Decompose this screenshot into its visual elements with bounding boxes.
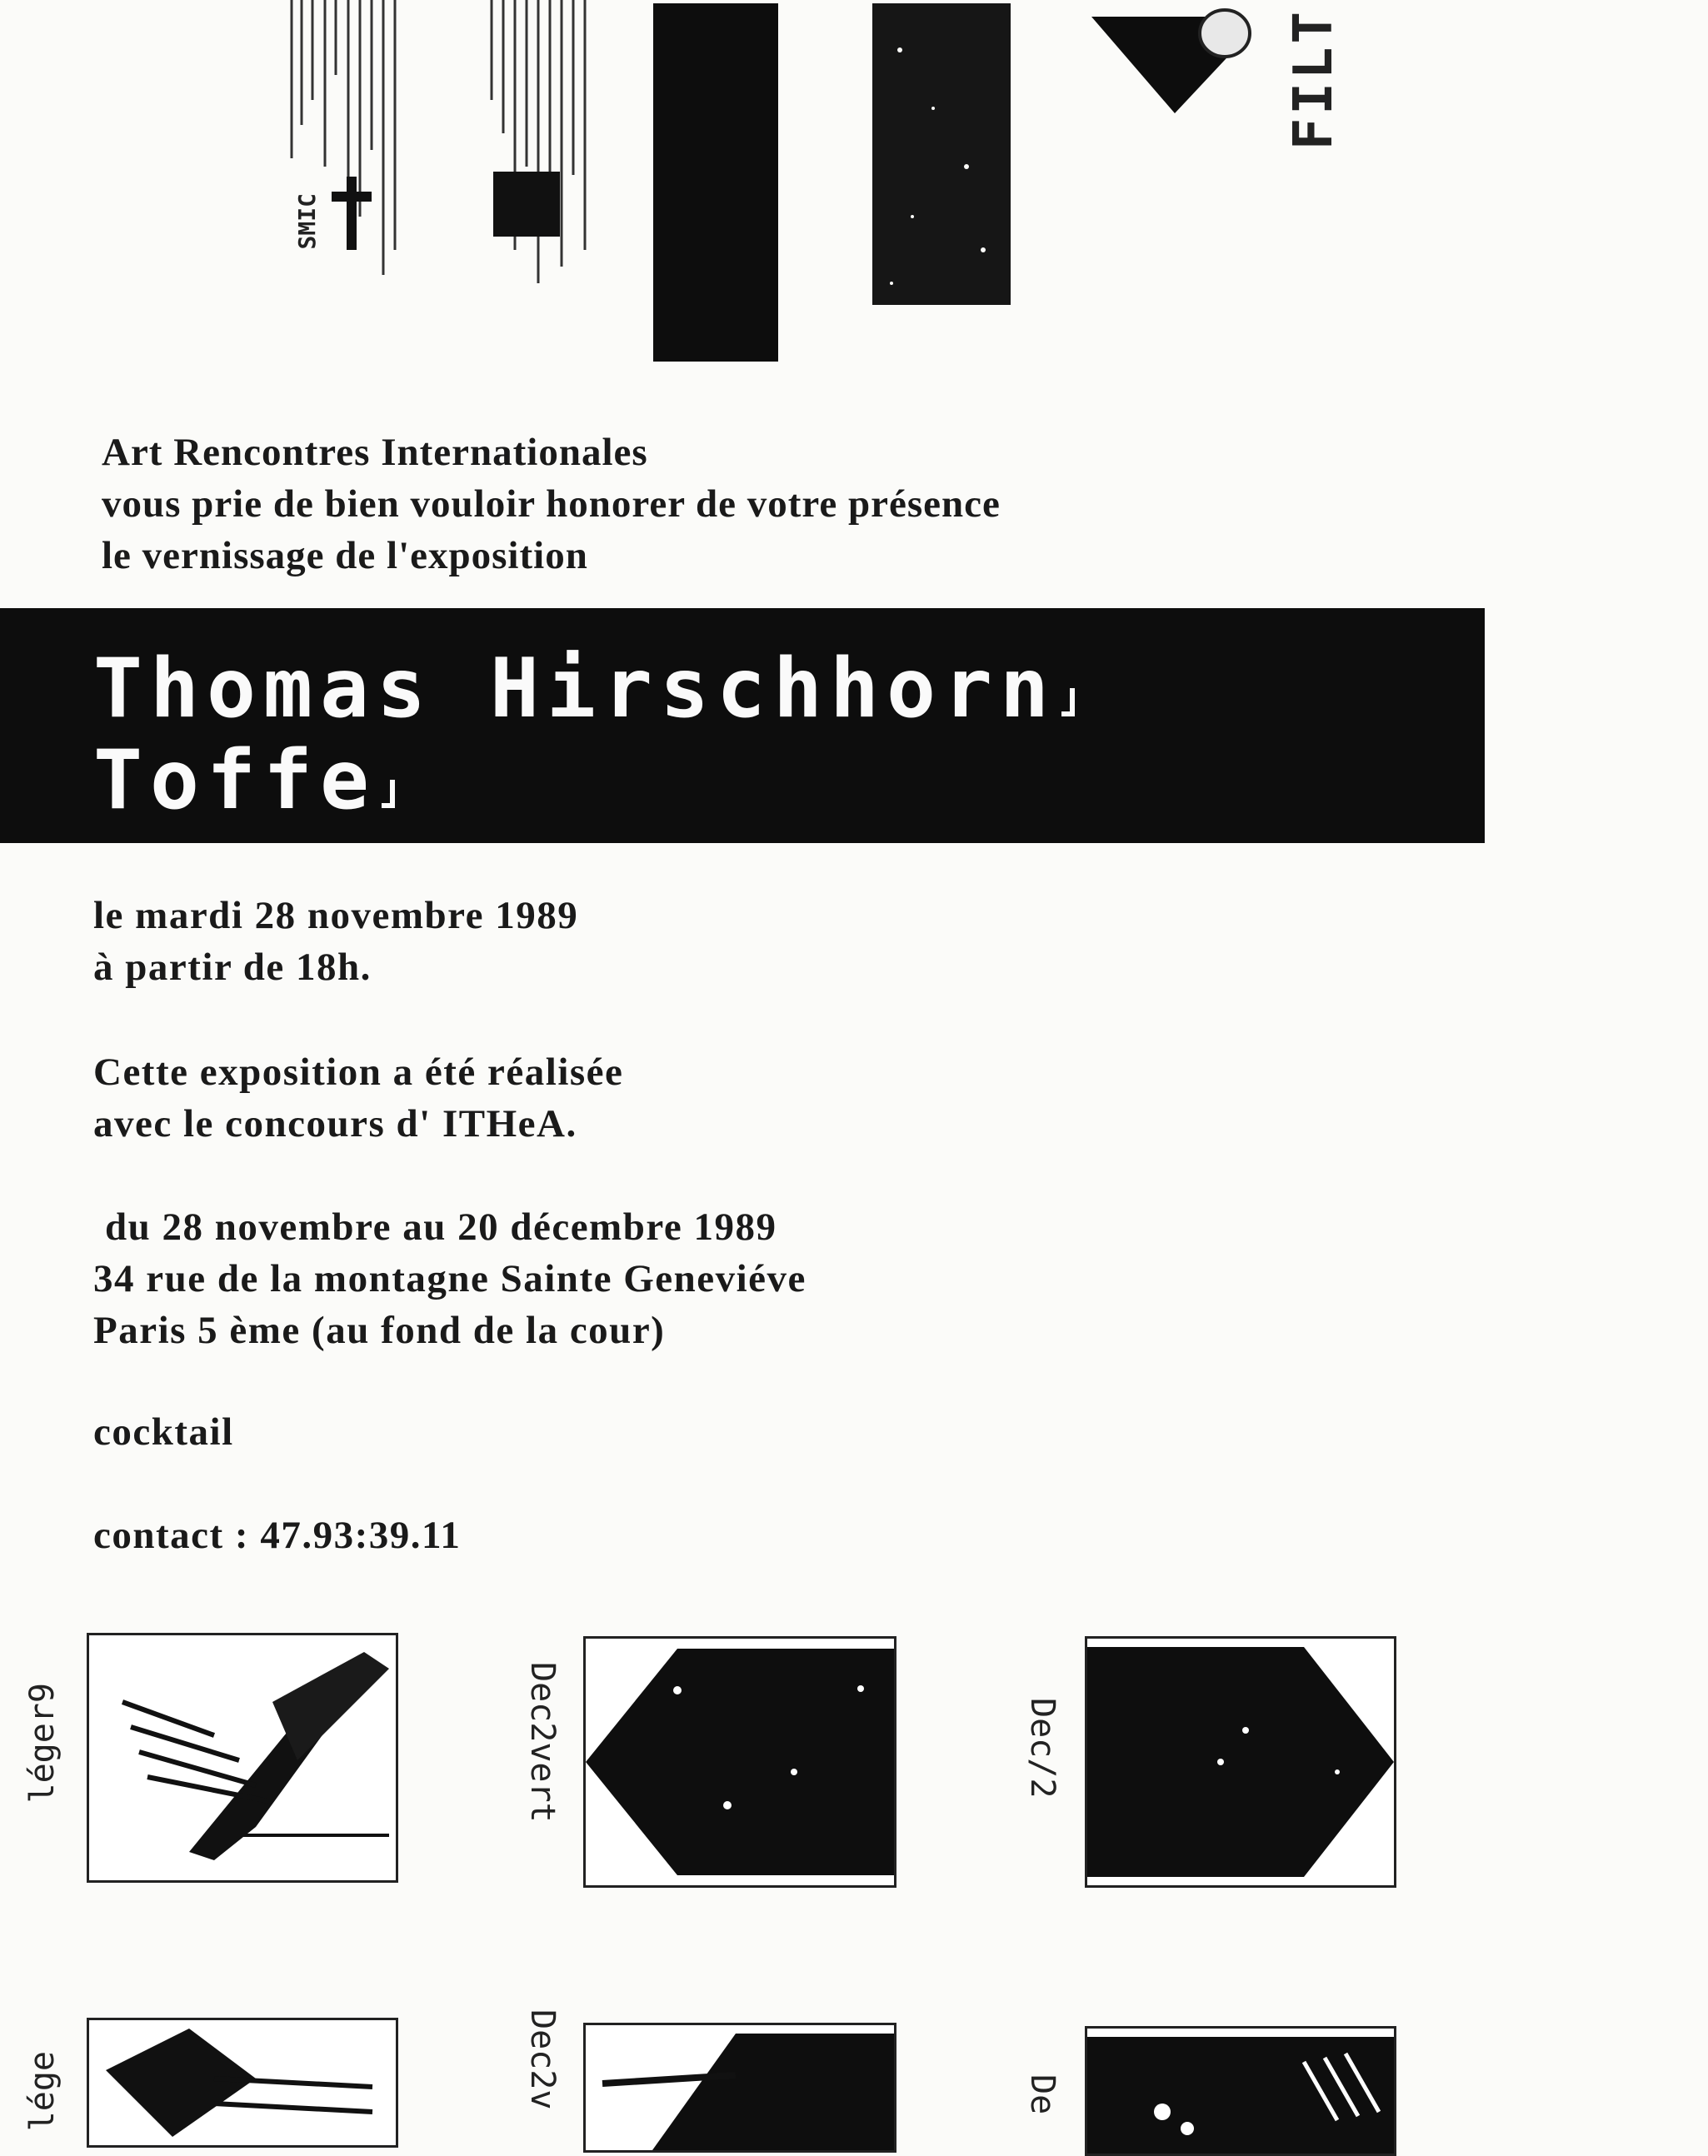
thumbnail-art [1087,1639,1394,1885]
thumbnail-art [89,1635,396,1880]
thumbnail-label: léger9 [23,1683,62,1804]
venue-line: 34 rue de la montagne Sainte Geneviéve [93,1257,807,1300]
thumbnail-image [583,1636,896,1888]
exhibition-title: Toffe [93,733,377,828]
corner-mark [1061,688,1075,716]
invitation-line: vous prie de bien vouloir honorer de votre présence [102,482,1001,526]
venue-line: Paris 5 ème (au fond de la cour) [93,1309,666,1352]
thumbnail-art [586,2025,894,2150]
corner-mark [382,780,395,808]
thumbnail-label: Dec2v [523,2009,562,2110]
thumbnail-image [87,1633,398,1883]
banner-line-2 [93,733,395,828]
smic-tag: SMIC [293,193,321,250]
banner-line-1 [93,641,1075,736]
opening-line: le mardi 28 novembre 1989 [93,894,579,937]
opening-line: à partir de 18h. [93,946,372,989]
artist-banner [0,608,1485,843]
invitation-text [102,427,1001,581]
artist-name: Thomas Hirschhorn [93,641,1057,736]
thumbnail-label: lége [23,2051,62,2132]
cocktail-note: cocktail [93,1410,234,1454]
venue-line: du 28 novembre au 20 décembre 1989 [105,1205,777,1249]
thumbnail-art [586,1639,894,1885]
thumbnail-art [89,2020,396,2145]
filt-tag: FILT [1283,8,1345,151]
thumbnail-label: De [1023,2074,1061,2115]
invitation-line: Art Rencontres Internationales [102,431,648,474]
contact-info: contact : 47.93:39.11 [93,1514,462,1557]
thumbnail-label: Dec/2 [1023,1698,1061,1799]
thumbnail-image [583,2023,896,2153]
header-graphic [0,0,1708,367]
sponsor-line: avec le concours d' ITHeA. [93,1102,577,1145]
invitation-line: le vernissage de l'exposition [102,534,588,577]
sponsor-details [93,1046,623,1150]
thumbnail-image [1085,2026,1396,2156]
thumbnail-label: Dec2vert [523,1662,562,1823]
thumbnail-image [87,2018,398,2148]
opening-details [93,890,578,993]
venue-details [93,1201,807,1356]
sponsor-line: Cette exposition a été réalisée [93,1051,624,1094]
thumbnail-image [1085,1636,1396,1888]
thumbnail-art [1087,2029,1394,2154]
header-graphic-art [0,0,1708,367]
